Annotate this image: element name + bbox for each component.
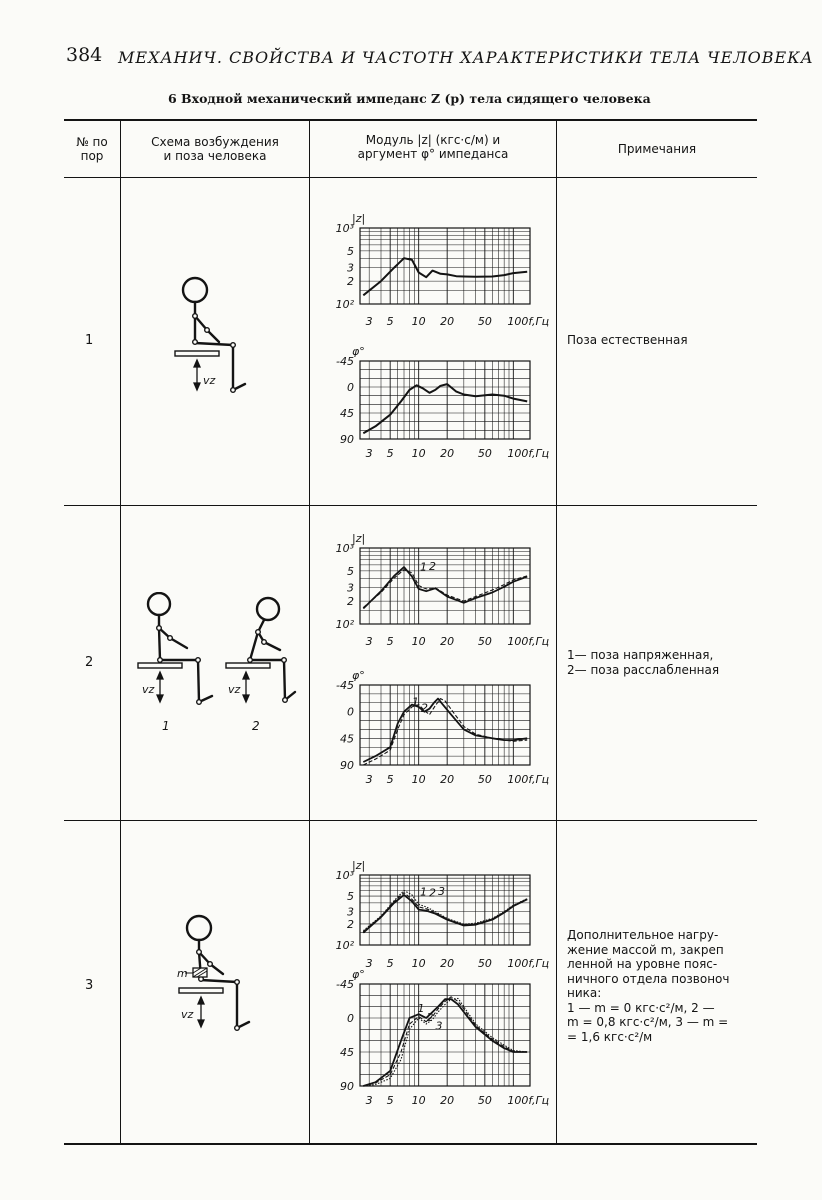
table-header-rule xyxy=(64,177,757,178)
velocity-label: vz xyxy=(142,683,155,696)
modulus-chart-row-3 xyxy=(310,845,556,975)
y-tick-label: 10³ xyxy=(335,869,354,882)
joint-marker xyxy=(231,343,236,348)
x-tick-label: 3 xyxy=(365,773,373,785)
column-divider-3 xyxy=(556,120,557,1144)
figure-shin xyxy=(198,660,199,702)
arrow-head-up xyxy=(198,997,204,1004)
y-tick-label: 3 xyxy=(347,581,354,595)
two-seated-figures-diagram xyxy=(132,592,302,752)
x-tick-label: 10 xyxy=(411,635,426,648)
vibrating-seat-plate xyxy=(175,351,219,356)
y-tick-label: 10² xyxy=(335,939,354,952)
phase-chart-row-1 xyxy=(310,335,556,460)
y-tick-label: 2 xyxy=(347,917,354,931)
joint-marker xyxy=(197,700,202,705)
x-tick-label: 100f,Гц xyxy=(507,957,550,970)
x-tick-label: 20 xyxy=(440,957,455,970)
seated-figure-1 xyxy=(138,593,212,733)
y-tick-label: 90 xyxy=(340,433,354,446)
joint-marker xyxy=(248,658,253,663)
row-number: 3 xyxy=(85,978,94,993)
joint-marker xyxy=(157,626,162,631)
y-tick-label: 10³ xyxy=(335,222,354,235)
series-line xyxy=(363,258,527,295)
x-tick-label: 20 xyxy=(440,635,455,648)
series-label: 2 xyxy=(426,1011,434,1025)
vibrating-seat-plate xyxy=(138,663,182,668)
y-tick-label: 90 xyxy=(340,1080,354,1093)
header-modulus: Модуль |z| (кгс·с/м) и аргумент φ° импеданса xyxy=(357,133,509,161)
x-tick-label: 50 xyxy=(477,447,492,460)
joint-marker xyxy=(158,658,163,663)
arrow-head-up xyxy=(243,672,249,679)
column-divider-1 xyxy=(120,120,121,1144)
y-tick-label: 0 xyxy=(347,1012,354,1025)
velocity-label: vz xyxy=(203,374,216,387)
series-label: 1 xyxy=(417,1002,425,1015)
y-tick-label: 10² xyxy=(335,298,354,311)
seated-figure-2 xyxy=(226,598,295,733)
joint-marker xyxy=(235,1026,240,1031)
y-tick-label: 0 xyxy=(347,381,354,394)
series-line xyxy=(363,699,527,762)
y-tick-label: -45 xyxy=(336,679,354,692)
x-tick-label: 50 xyxy=(477,1094,492,1107)
x-tick-label: 100f,Гц xyxy=(507,315,550,328)
velocity-label: vz xyxy=(228,683,241,696)
x-tick-label: 50 xyxy=(477,315,492,328)
y-tick-label: 10² xyxy=(335,618,354,631)
y-tick-label: 2 xyxy=(347,595,354,609)
x-tick-label: 5 xyxy=(386,447,394,460)
plot-frame xyxy=(360,228,530,304)
arrow-head-down xyxy=(194,383,200,390)
x-tick-label: 20 xyxy=(440,447,455,460)
x-tick-label: 5 xyxy=(386,1094,394,1107)
series-line xyxy=(363,999,527,1086)
series-line xyxy=(363,384,527,433)
y-tick-label: 5 xyxy=(347,564,354,578)
axis-title: |z| xyxy=(352,532,366,545)
x-tick-label: 100f,Гц xyxy=(507,1094,550,1107)
page-number: 384 xyxy=(66,44,103,66)
x-tick-label: 10 xyxy=(411,773,426,785)
velocity-label: vz xyxy=(181,1008,194,1021)
x-tick-label: 3 xyxy=(365,315,373,328)
x-tick-label: 10 xyxy=(411,315,426,328)
x-tick-label: 5 xyxy=(386,957,394,970)
added-mass-block xyxy=(193,968,207,977)
axis-title: φ° xyxy=(352,345,365,358)
x-tick-label: 100f,Гц xyxy=(507,635,550,648)
series-label: 1 xyxy=(419,885,427,899)
seated-figure-diagram xyxy=(165,270,255,400)
y-tick-label: 90 xyxy=(340,759,354,772)
joint-marker xyxy=(196,658,201,663)
joint-marker xyxy=(231,388,236,393)
x-tick-label: 20 xyxy=(440,315,455,328)
joint-marker xyxy=(208,962,213,967)
joint-marker xyxy=(168,636,173,641)
joint-marker xyxy=(235,980,240,985)
axis-title: |z| xyxy=(352,859,366,872)
x-tick-label: 10 xyxy=(411,447,426,460)
joint-marker xyxy=(205,328,210,333)
x-tick-label: 10 xyxy=(411,1094,426,1107)
header-scheme: Схема возбуждения и поза человека xyxy=(151,135,279,163)
arrow-head-down xyxy=(243,695,249,702)
header-number: № по пор xyxy=(76,135,108,163)
mass-label: m xyxy=(177,967,188,980)
y-tick-label: 5 xyxy=(347,244,354,258)
row-divider-2 xyxy=(64,820,757,821)
series-label: 2 xyxy=(421,701,429,715)
x-tick-label: 3 xyxy=(365,635,373,648)
phase-chart-row-3 xyxy=(310,958,556,1108)
row-note: Дополнительное нагру- жение массой m, закреп ленной на уровне пояс- ничного отдела позвоноч ника: 1 — m = 0 кгс·с²/м, 2 — m = 0,8 кгс·с²/м, 3 — m = = 1,6 кгс·с²/м xyxy=(567,928,730,1044)
x-tick-label: 5 xyxy=(386,773,394,785)
figure-head xyxy=(257,598,279,620)
x-tick-label: 100f,Гц xyxy=(507,447,550,460)
table-top-rule xyxy=(64,119,757,121)
y-tick-label: -45 xyxy=(336,978,354,991)
table-bottom-rule xyxy=(64,1143,757,1145)
arrow-head-up xyxy=(194,360,200,367)
joint-marker xyxy=(262,640,267,645)
plot-frame xyxy=(360,361,530,439)
series-label: 1 xyxy=(419,560,427,574)
axis-title: φ° xyxy=(352,669,365,682)
row-note: 1— поза напряженная, 2— поза расслабленная xyxy=(567,648,720,677)
x-tick-label: 50 xyxy=(477,957,492,970)
modulus-chart-row-1 xyxy=(310,200,556,335)
arrow-head-down xyxy=(157,695,163,702)
x-tick-label: 100f,Гц xyxy=(507,773,550,785)
x-tick-label: 50 xyxy=(477,773,492,785)
x-tick-label: 5 xyxy=(386,635,394,648)
y-tick-label: -45 xyxy=(336,355,354,368)
phase-chart-row-2 xyxy=(310,655,556,785)
seated-figure-with-mass-diagram xyxy=(165,912,265,1042)
x-tick-label: 10 xyxy=(411,957,426,970)
y-tick-label: 10³ xyxy=(335,542,354,555)
arrow-head-down xyxy=(198,1020,204,1027)
joint-marker xyxy=(193,314,198,319)
axis-title: φ° xyxy=(352,968,365,981)
x-tick-label: 5 xyxy=(386,315,394,328)
y-tick-label: 3 xyxy=(347,261,354,275)
y-tick-label: 45 xyxy=(340,732,354,746)
joint-marker xyxy=(282,658,287,663)
y-tick-label: 2 xyxy=(347,275,354,289)
y-tick-label: 0 xyxy=(347,705,354,719)
joint-marker xyxy=(283,698,288,703)
row-number: 2 xyxy=(85,655,94,670)
row-number: 1 xyxy=(85,333,94,348)
joint-marker xyxy=(256,630,261,635)
arrow-head-up xyxy=(157,672,163,679)
x-tick-label: 20 xyxy=(440,1094,455,1107)
joint-marker xyxy=(193,340,198,345)
pose-label: 1 xyxy=(162,719,170,733)
figure-thigh xyxy=(195,343,233,345)
series-line xyxy=(363,570,527,608)
figure-head xyxy=(183,278,207,302)
series-label: 1 xyxy=(412,695,420,709)
x-tick-label: 3 xyxy=(365,447,373,460)
x-tick-label: 3 xyxy=(365,1094,373,1107)
figure-torso xyxy=(159,628,160,660)
vibrating-seat-plate xyxy=(226,663,270,668)
header-notes: Примечания xyxy=(617,142,697,156)
series-label: 3 xyxy=(437,884,445,898)
running-head: МЕХАНИЧ. СВОЙСТВА И ЧАСТОТН ХАРАКТЕРИСТИКИ ТЕЛА ЧЕЛОВЕКА xyxy=(118,48,814,67)
series-line xyxy=(363,895,527,933)
row-divider-1 xyxy=(64,505,757,506)
x-tick-label: 50 xyxy=(477,635,492,648)
modulus-chart-row-2 xyxy=(310,520,556,655)
pose-label: 2 xyxy=(252,719,260,733)
figure-head xyxy=(187,916,211,940)
y-tick-label: 45 xyxy=(340,407,354,420)
row-note: Поза естественная xyxy=(567,333,688,347)
table-caption: 6 Входной механический импеданс Z (p) тела сидящего человека xyxy=(168,91,651,106)
figure-head xyxy=(148,593,170,615)
figure-shin xyxy=(284,660,285,700)
figure-thigh xyxy=(201,980,237,982)
joint-marker xyxy=(197,950,202,955)
figure-torso xyxy=(250,632,258,660)
vibrating-seat-plate xyxy=(179,988,223,993)
x-tick-label: 3 xyxy=(365,957,373,970)
y-tick-label: 45 xyxy=(340,1046,354,1059)
x-tick-label: 20 xyxy=(440,773,455,785)
series-label: 2 xyxy=(428,886,436,900)
y-tick-label: 3 xyxy=(347,905,354,919)
series-label: 3 xyxy=(435,1019,443,1033)
y-tick-label: 5 xyxy=(347,890,354,904)
series-label: 2 xyxy=(428,559,436,573)
axis-title: |z| xyxy=(352,212,366,225)
